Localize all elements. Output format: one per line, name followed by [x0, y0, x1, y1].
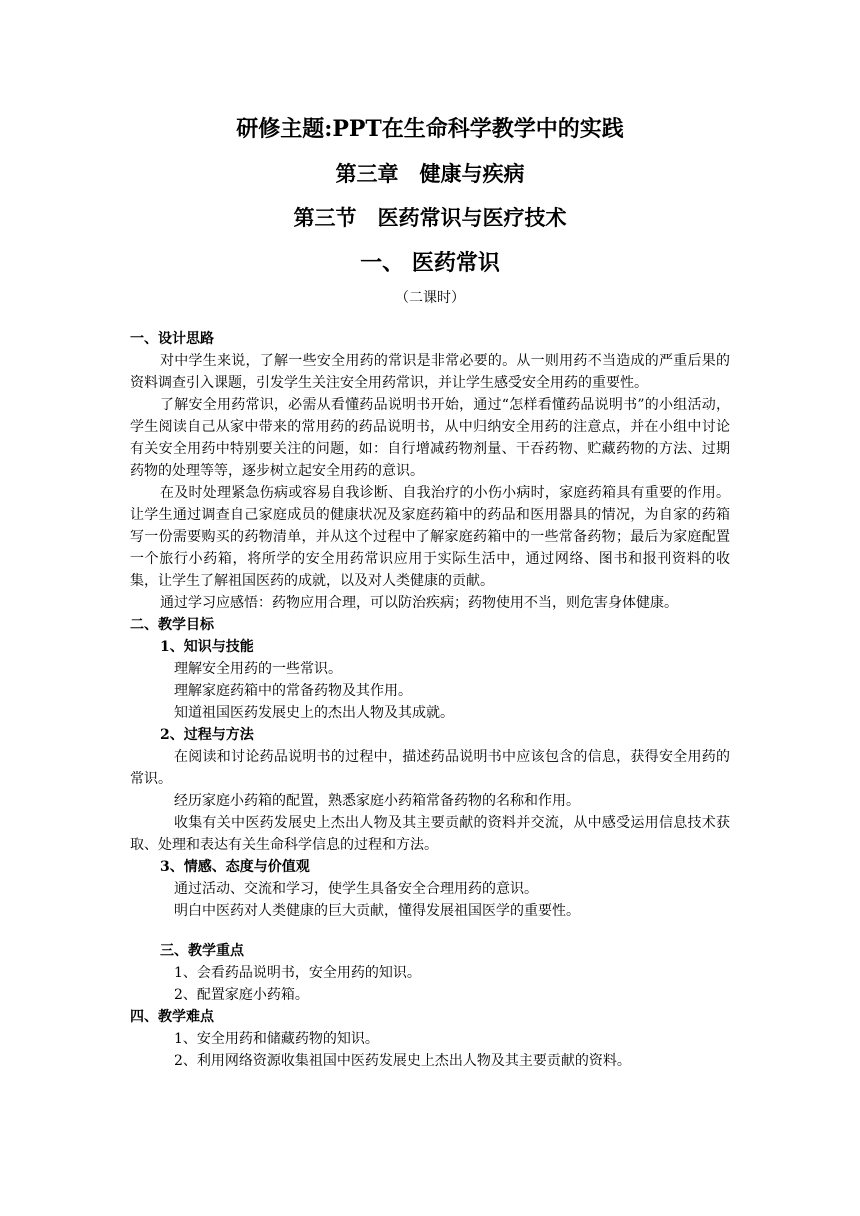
design-paragraph-3: 在及时处理紧急伤病或容易自我诊断、自我治疗的小伤小病时，家庭药箱具有重要的作用。让学生通过调查自己家庭成员的健康状况及家庭药箱中的药品和医用器具的情况，为自家的药箱写一份需要购买的药物清单，并从这个过程中了解家庭药箱中的一些常备药物；最后为家庭配置一个旅行小药箱，将所学的安全用药常识应用于实际生活中，通过网络、图书和报刊资料的收集，让学生了解祖国医药的成就，以及对人类健康的贡献。	[130, 485, 730, 589]
key-points-heading: 三、教学重点	[160, 943, 244, 959]
process-item-3: 收集有关中医药发展史上杰出人物及其主要贡献的资料并交流，从中感受运用信息技术获取、处理和表达有关生命科学信息的过程和方法。	[130, 815, 730, 853]
theme-title: 研修主题:PPT在生命科学教学中的实践	[236, 116, 624, 142]
knowledge-item-2: 理解家庭药箱中的常备药物及其作用。	[174, 683, 412, 699]
design-paragraph-1: 对中学生来说，了解一些安全用药的常识是非常必要的。从一则用药不当造成的严重后果的资料调查引入课题，引发学生关注安全用药常识，并让学生感受安全用药的重要性。	[130, 353, 730, 391]
section-title: 第三节 医药常识与医疗技术	[293, 205, 567, 230]
process-heading: 2、过程与方法	[160, 727, 254, 743]
attitude-item-1: 通过活动、交流和学习，使学生具备安全合理用药的意识。	[174, 881, 538, 897]
difficulty-2: 2、利用网络资源收集祖国中医药发展史上杰出人物及其主要贡献的资料。	[174, 1053, 631, 1069]
key-point-2: 2、配置家庭小药箱。	[174, 987, 309, 1003]
design-paragraph-4: 通过学习应感悟：药物应用合理，可以防治疾病；药物使用不当，则危害身体健康。	[160, 595, 678, 611]
document-body	[130, 328, 730, 1072]
design-heading: 一、设计思路	[130, 331, 214, 347]
knowledge-heading: 1、知识与技能	[160, 639, 254, 655]
attitude-item-2: 明白中医药对人类健康的巨大贡献，懂得发展祖国医学的重要性。	[174, 903, 580, 919]
difficulty-1: 1、安全用药和储藏药物的知识。	[174, 1031, 379, 1047]
design-paragraph-2: 了解安全用药常识，必需从看懂药品说明书开始，通过“怎样看懂药品说明书”的小组活动，学生阅读自己从家中带来的常用药的药品说明书，从中归纳安全用药的注意点，并在小组中讨论有关安全用药中特别要关注的问题，如：自行增减药物剂量、干吞药物、贮藏药物的方法、过期药物的处理等等，逐步树立起安全用药的意识。	[130, 397, 730, 479]
knowledge-item-1: 理解安全用药的一些常识。	[174, 661, 342, 677]
lesson-hours: （二课时）	[395, 290, 465, 306]
attitude-heading: 3、情感、态度与价值观	[160, 859, 310, 875]
process-item-2: 经历家庭小药箱的配置，熟悉家庭小药箱常备药物的名称和作用。	[174, 793, 580, 809]
process-item-1: 在阅读和讨论药品说明书的过程中，描述药品说明书中应该包含的信息，获得安全用药的常识。	[130, 749, 730, 787]
chapter-title: 第三章 健康与疾病	[335, 161, 525, 186]
key-point-1: 1、会看药品说明书，安全用药的知识。	[174, 965, 421, 981]
unit-title: 一、 医药常识	[360, 250, 500, 276]
knowledge-item-3: 知道祖国医药发展史上的杰出人物及其成就。	[174, 705, 454, 721]
goals-heading: 二、教学目标	[130, 617, 214, 633]
difficulties-heading: 四、教学难点	[130, 1009, 214, 1025]
